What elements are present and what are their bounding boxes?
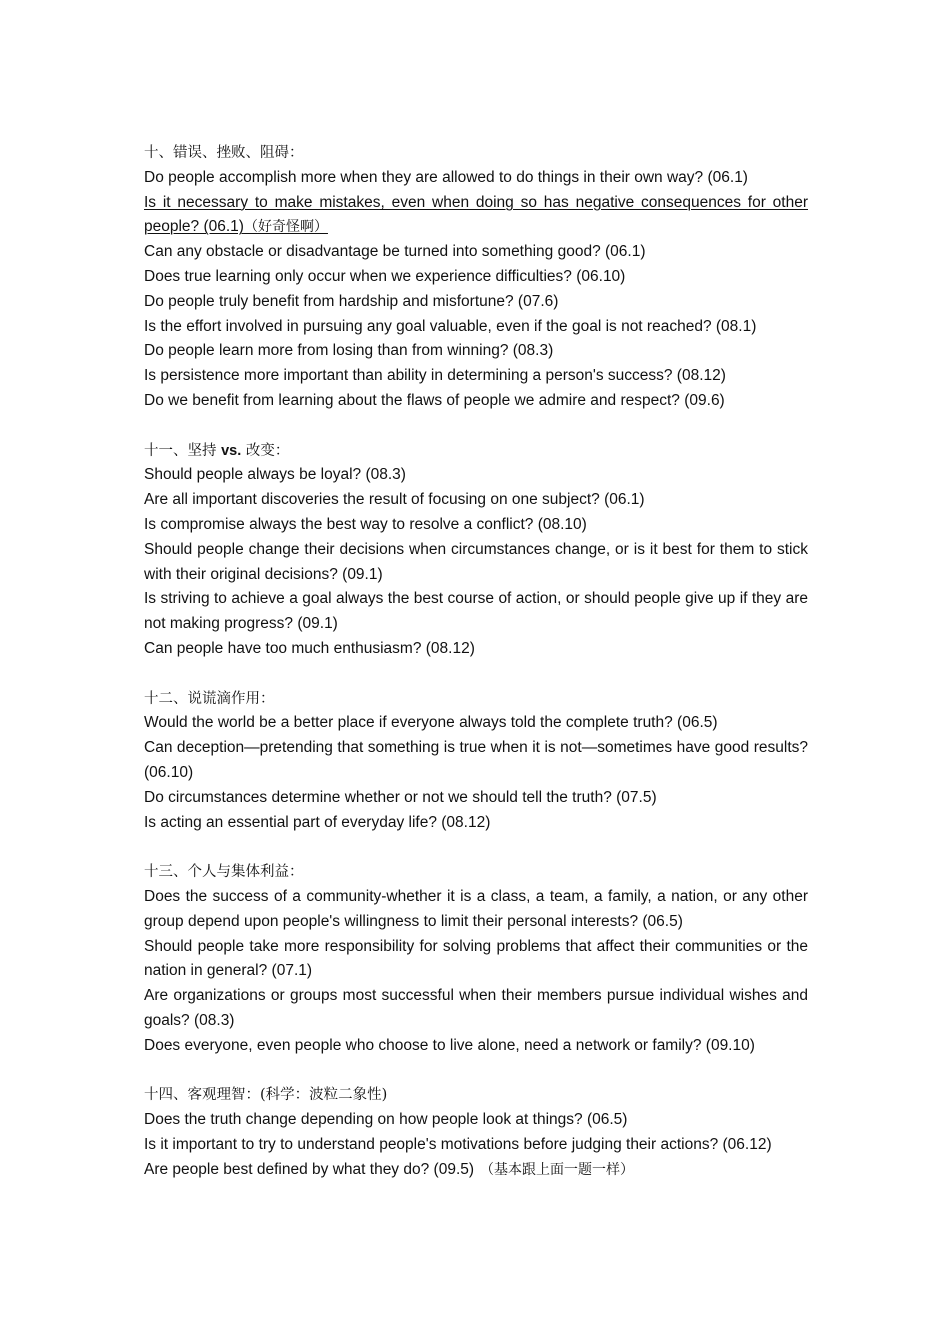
- question-item-underlined: [144, 191, 808, 241]
- question-item: Does the success of a community-whether it is a class, a team, a family, a nation, or any other group depend upon people's willingness to limit their personal interests? (06.5): [144, 887, 808, 930]
- heading-suffix: 改变：: [241, 442, 290, 459]
- question-item: Should people change their decisions when circumstances change, or is it best for them to stick with their original decisions? (09.1): [144, 540, 808, 583]
- section-lying: [144, 687, 808, 836]
- question-item: Is striving to achieve a goal always the best course of action, or should people give up if they are not making progress? (09.1): [144, 590, 808, 633]
- heading-vs: vs.: [221, 442, 242, 459]
- question-item: Do we benefit from learning about the flaws of people we admire and respect? (09.6): [144, 391, 725, 409]
- question-item: Is the effort involved in pursuing any goal valuable, even if the goal is not reached? (08.1): [144, 317, 757, 335]
- question-item: Is compromise always the best way to resolve a conflict? (08.10): [144, 515, 587, 533]
- section-heading: [144, 439, 808, 464]
- question-item: Are all important discoveries the result of focusing on one subject? (06.1): [144, 491, 645, 509]
- section-heading: 十二、说谎滴作用：: [144, 690, 275, 707]
- question-item: Is persistence more important than ability in determining a person's success? (08.12): [144, 367, 726, 385]
- question-item: [144, 1158, 808, 1183]
- document-page: [144, 141, 808, 1207]
- section-heading: 十四、客观理智：(科学：波粒二象性): [144, 1087, 388, 1104]
- heading-prefix: 十一、坚持: [144, 442, 222, 459]
- question-item: Do people learn more from losing than from winning? (08.3): [144, 342, 554, 360]
- section-mistakes: [144, 141, 808, 414]
- question-item: Can deception—pretending that something is true when it is not—sometimes have good results? (06.10): [144, 739, 808, 781]
- question-item: Is acting an essential part of everyday life? (08.12): [144, 813, 491, 831]
- section-objectivity: [144, 1083, 808, 1182]
- question-text: Are people best defined by what they do? (09.5): [144, 1160, 475, 1178]
- question-item: Are organizations or groups most successful when their members pursue individual wishes and goals? (08.3): [144, 987, 808, 1029]
- annotation-note: （好奇怪啊）: [243, 219, 328, 236]
- question-item: Do circumstances determine whether or not we should tell the truth? (07.5): [144, 788, 657, 806]
- question-item: Do people truly benefit from hardship and misfortune? (07.6): [144, 292, 559, 310]
- question-item: Can any obstacle or disadvantage be turned into something good? (06.1): [144, 243, 646, 261]
- section-heading: 十三、个人与集体利益：: [144, 864, 304, 881]
- question-item: Should people always be loyal? (08.3): [144, 466, 406, 484]
- section-individual-vs-collective: [144, 860, 808, 1058]
- question-item: Should people take more responsibility for solving problems that affect their communities or the nation in general? (07.1): [144, 937, 808, 980]
- question-item: Does everyone, even people who choose to live alone, need a network or family? (09.10): [144, 1036, 755, 1054]
- question-item: Would the world be a better place if everyone always told the complete truth? (06.5): [144, 714, 718, 732]
- section-heading: 十、错误、挫败、阻碍：: [144, 145, 304, 161]
- question-item: Can people have too much enthusiasm? (08.12): [144, 639, 475, 657]
- question-item: Is it important to try to understand people's motivations before judging their actions? (06.12): [144, 1135, 772, 1153]
- annotation-note: （基本跟上面一题一样）: [480, 1161, 635, 1178]
- question-item: Does the truth change depending on how people look at things? (06.5): [144, 1111, 628, 1129]
- question-text: Is it necessary to make mistakes, even when doing so has negative consequences for other people? (06.1): [144, 193, 808, 236]
- question-item: Does true learning only occur when we experience difficulties? (06.10): [144, 267, 626, 285]
- section-persistence: [144, 439, 808, 662]
- question-item: Do people accomplish more when they are allowed to do things in their own way? (06.1): [144, 168, 748, 186]
